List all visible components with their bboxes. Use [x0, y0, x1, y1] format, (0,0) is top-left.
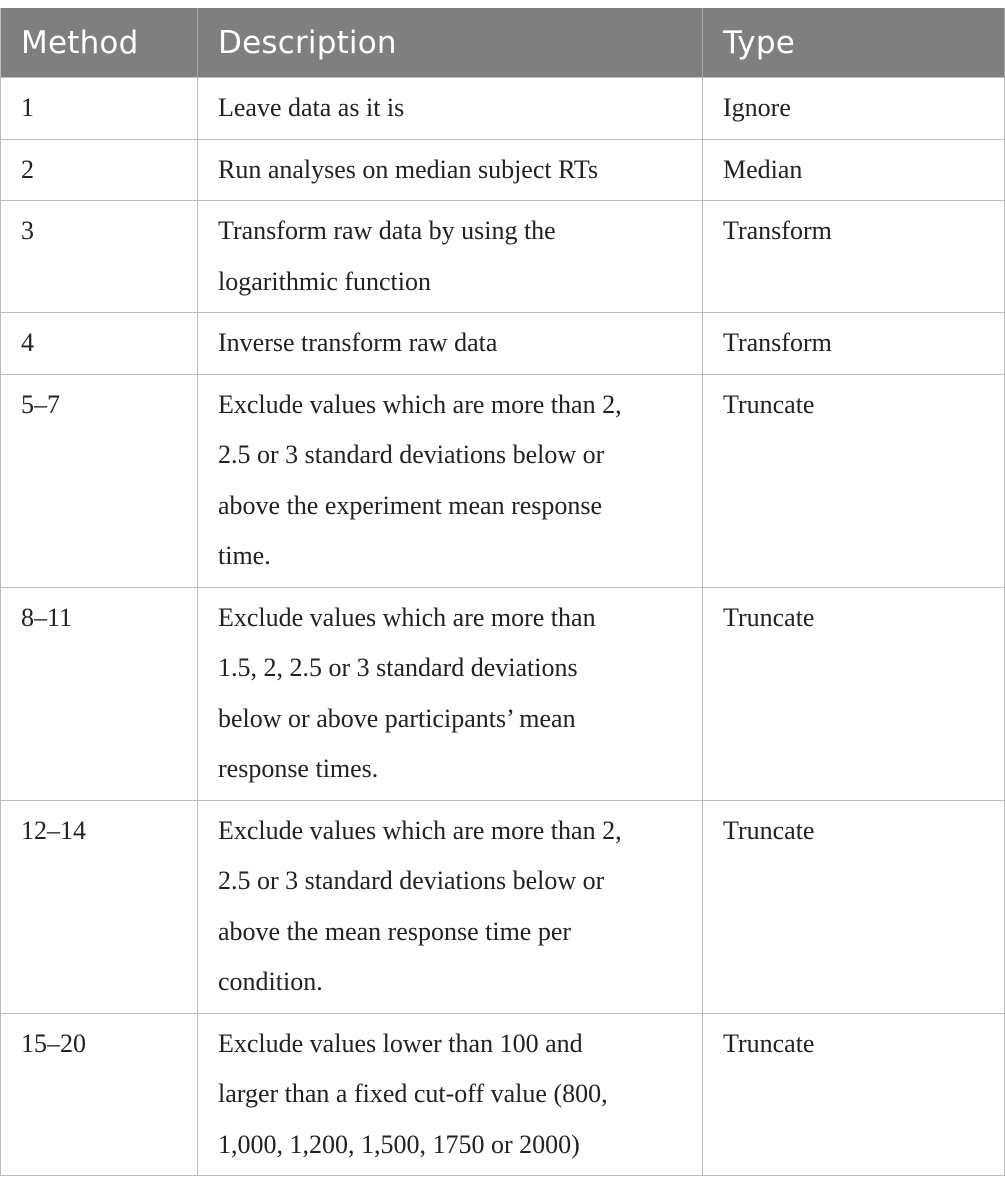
cell-method: 8–11: [1, 587, 198, 800]
table-row: [1, 374, 1005, 587]
table-row: [1, 313, 1005, 375]
table-row: [1, 800, 1005, 1013]
header-method: Method: [1, 8, 198, 78]
cell-type: Median: [703, 139, 1005, 201]
cell-method: 3: [1, 201, 198, 313]
cell-type: Truncate: [703, 1013, 1005, 1176]
cell-type: Ignore: [703, 78, 1005, 140]
cell-method: 2: [1, 139, 198, 201]
table-row: [1, 1013, 1005, 1176]
cell-type: Truncate: [703, 587, 1005, 800]
cell-type: Truncate: [703, 800, 1005, 1013]
cell-type: Transform: [703, 201, 1005, 313]
cell-description: Run analyses on median subject RTs: [198, 139, 703, 201]
methods-table: [0, 8, 1005, 1176]
header-type: Type: [703, 8, 1005, 78]
table-row: [1, 201, 1005, 313]
cell-description: Exclude values which are more than 1.5, 2, 2.5 or 3 standard deviations below or above participants’ mean response times.: [198, 587, 703, 800]
cell-method: 12–14: [1, 800, 198, 1013]
table-row: [1, 78, 1005, 140]
cell-method: 4: [1, 313, 198, 375]
cell-description: Inverse transform raw data: [198, 313, 703, 375]
header-description: Description: [198, 8, 703, 78]
cell-type: Truncate: [703, 374, 1005, 587]
table-row: [1, 587, 1005, 800]
table-body: [1, 78, 1005, 1176]
cell-type: Transform: [703, 313, 1005, 375]
table-header: [1, 8, 1005, 78]
cell-description: Exclude values which are more than 2, 2.5 or 3 standard deviations below or above the experiment mean response time.: [198, 374, 703, 587]
table-row: [1, 139, 1005, 201]
cell-method: 5–7: [1, 374, 198, 587]
header-row: [1, 8, 1005, 78]
cell-description: Exclude values which are more than 2, 2.5 or 3 standard deviations below or above the mean response time per condition.: [198, 800, 703, 1013]
cell-description: Transform raw data by using the logarithmic function: [198, 201, 703, 313]
cell-method: 15–20: [1, 1013, 198, 1176]
cell-description: Exclude values lower than 100 and larger than a fixed cut-off value (800, 1,000, 1,200, 1,500, 1750 or 2000): [198, 1013, 703, 1176]
cell-description: Leave data as it is: [198, 78, 703, 140]
cell-method: 1: [1, 78, 198, 140]
